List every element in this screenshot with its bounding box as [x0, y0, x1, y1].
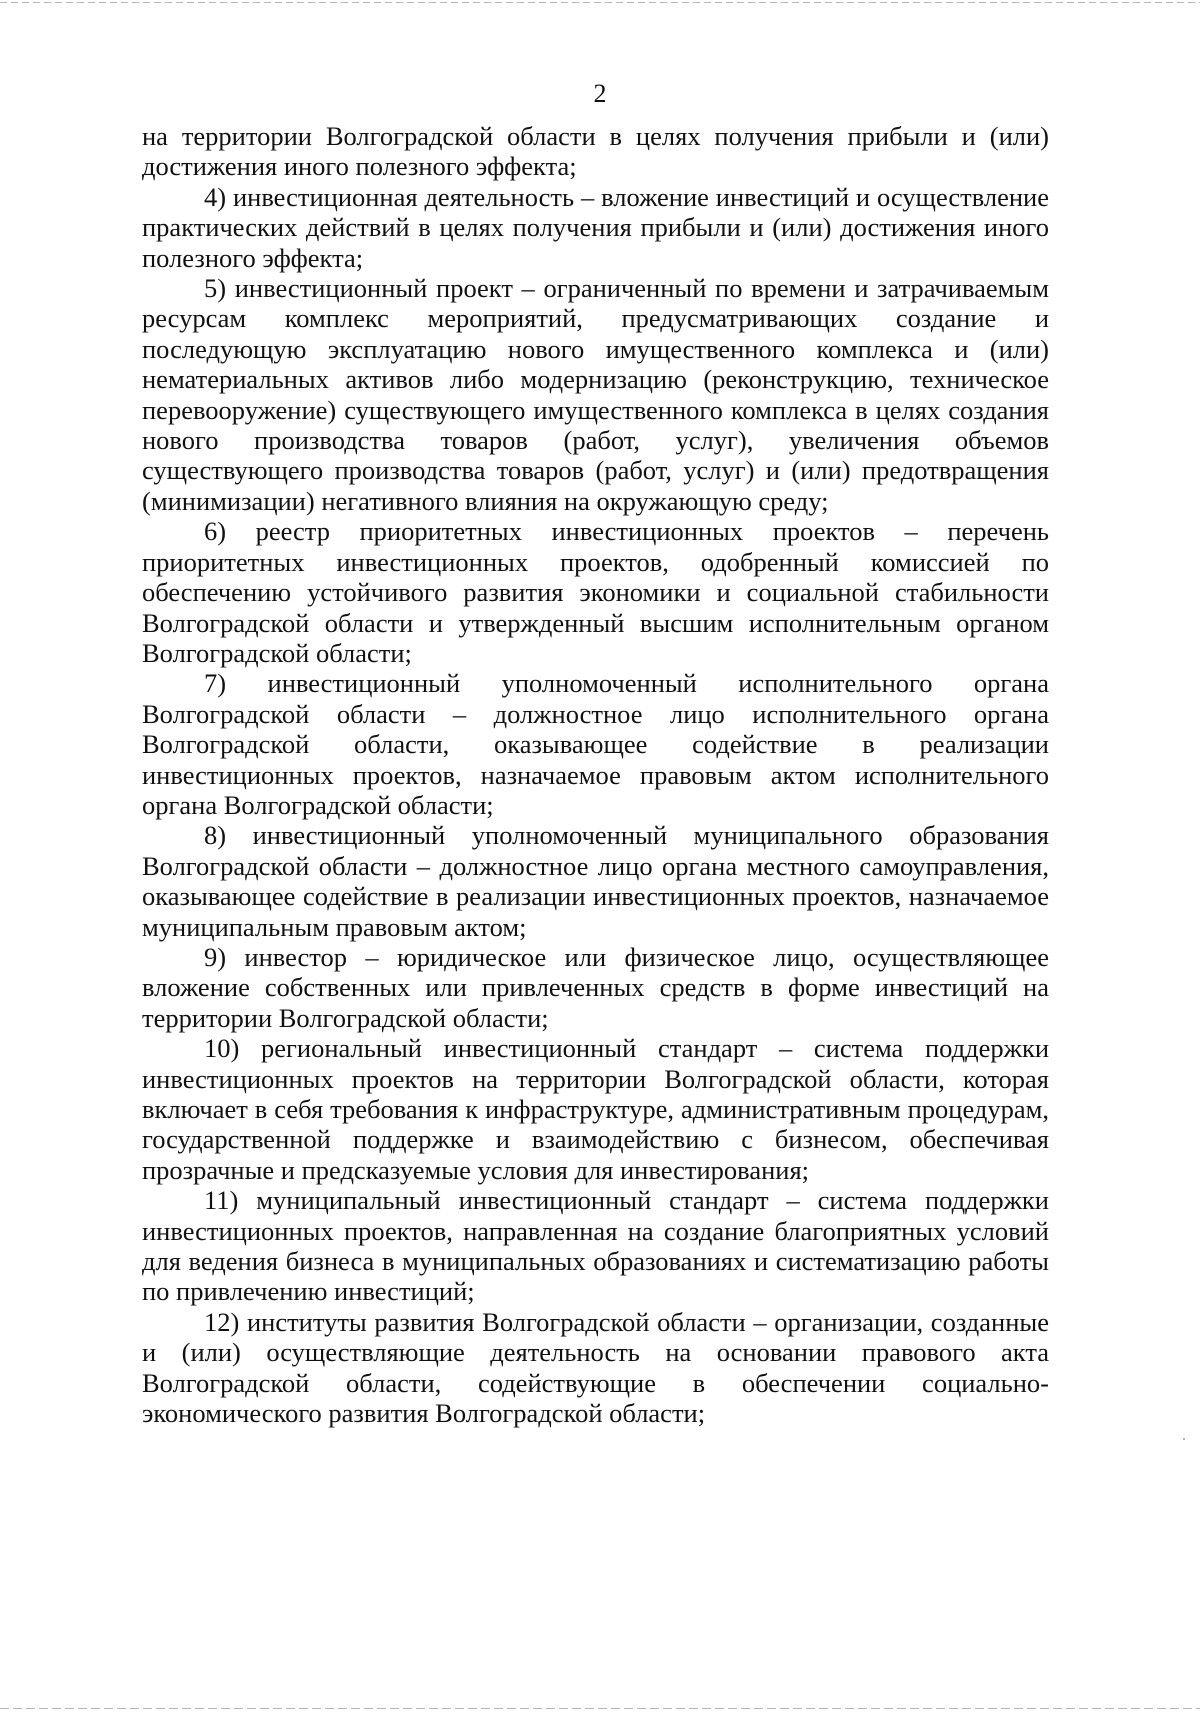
paragraph-item-8: 8) инвестиционный уполномоченный муниципального образования Волгоградской области – должностное лицо органа местного самоуправления, оказывающее содействие в реализации инвестиционных проектов, назначаемое муниципальным правовым актом;: [142, 820, 1049, 942]
page-number: 2: [593, 79, 607, 108]
document-body: [142, 121, 1049, 1428]
paragraph-item-12: 12) институты развития Волгоградской области – организации, созданные и (или) осуществляющие деятельность на основании правового акта Волгоградской области, содействующие в обеспечении социально-экономического развития Волгоградской области;: [142, 1306, 1049, 1429]
scan-edge-bottom: [0, 1708, 1200, 1709]
paragraph-item-10: 10) региональный инвестиционный стандарт – система поддержки инвестиционных проектов на территории Волгоградской области, которая включает в себя требования к инфраструктуре, административным процедурам, государственной поддержке и взаимодействию с бизнесом, обеспечивая прозрачные и предсказуемые условия для инвестирования;: [142, 1033, 1049, 1185]
paragraph-item-6: 6) реестр приоритетных инвестиционных проектов – перечень приоритетных инвестиционных проектов, одобренный комиссией по обеспечению устойчивого развития экономики и социальной стабильности Волгоградской области и утвержденный высшим исполнительным органом Волгоградской области;: [142, 516, 1049, 668]
paragraph-continuation: на территории Волгоградской области в целях получения прибыли и (или) достижения иного полезного эффекта;: [142, 121, 1049, 182]
paragraph-item-9: 9) инвестор – юридическое или физическое лицо, осуществляющее вложение собственных или привлеченных средств в форме инвестиций на территории Волгоградской области;: [142, 941, 1049, 1033]
paragraph-item-7: 7) инвестиционный уполномоченный исполнительного органа Волгоградской области – должностное лицо исполнительного органа Волгоградской области, оказывающее содействие в реализации инвестиционных проектов, назначаемое правовым актом исполнительного органа Волгоградской области;: [142, 668, 1049, 820]
paragraph-item-4: 4) инвестиционная деятельность – вложение инвестиций и осуществление практических действий в целях получения прибыли и (или) достижения иного полезного эффекта;: [142, 181, 1049, 273]
paragraph-item-11: 11) муниципальный инвестиционный стандарт – система поддержки инвестиционных проектов, направленная на создание благоприятных условий для ведения бизнеса в муниципальных образованиях и систематизацию работы по привлечению инвестиций;: [142, 1185, 1049, 1307]
paragraph-item-5: 5) инвестиционный проект – ограниченный по времени и затрачиваемым ресурсам комплекс мероприятий, предусматривающих создание и последующую эксплуатацию нового имущественного комплекса и (или) нематериальных активов либо модернизацию (реконструкцию, техническое перевооружение) существующего имущественного комплекса в целях создания нового производства товаров (работ, услуг), увеличения объемов существующего производства товаров (работ, услуг) и (или) предотвращения (минимизации) негативного влияния на окружающую среду;: [142, 273, 1049, 516]
scan-edge-top: [0, 2, 1200, 3]
scan-speck: [1183, 1438, 1185, 1440]
